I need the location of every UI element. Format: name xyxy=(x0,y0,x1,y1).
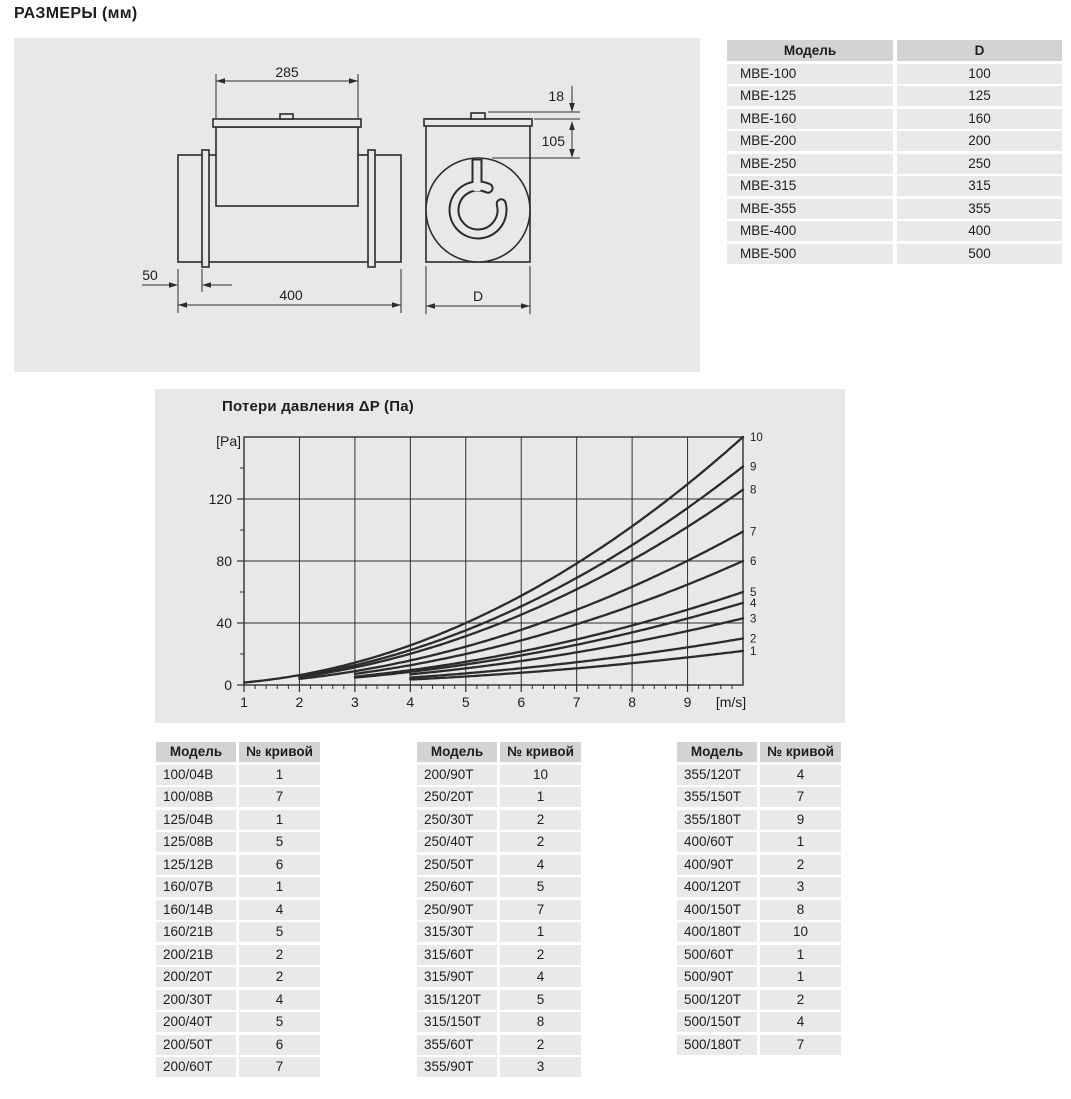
terminal-box xyxy=(216,127,358,206)
table-row xyxy=(417,922,581,942)
x-tick-label: 8 xyxy=(628,694,637,710)
column-header-curve-number: № кривой xyxy=(760,742,841,762)
model-cell: МВЕ-355 xyxy=(727,199,893,219)
value-cell: 1 xyxy=(760,832,841,852)
value-cell: 10 xyxy=(500,765,581,785)
table-row xyxy=(727,109,1062,129)
value-cell: 4 xyxy=(500,855,581,875)
table-row xyxy=(677,1035,841,1055)
table-body xyxy=(727,64,1062,264)
model-cell: 400/120Т xyxy=(677,877,757,897)
value-cell: 4 xyxy=(500,967,581,987)
table-row xyxy=(417,967,581,987)
model-cell: 400/180Т xyxy=(677,922,757,942)
x-tick-label: 5 xyxy=(461,694,470,710)
curve-label-9: 9 xyxy=(750,461,757,474)
table-row xyxy=(417,1012,581,1032)
value-cell: 2 xyxy=(760,855,841,875)
value-cell: 1 xyxy=(500,787,581,807)
column-header-model: Модель xyxy=(727,40,893,61)
value-cell: 5 xyxy=(500,877,581,897)
column-header-model: Модель xyxy=(677,742,757,762)
model-cell: 500/150Т xyxy=(677,1012,757,1032)
table-row xyxy=(727,199,1062,219)
model-cell: МВЕ-250 xyxy=(727,154,893,174)
model-cell: 250/90Т xyxy=(417,900,497,920)
table-row xyxy=(417,1035,581,1055)
value-cell: 2 xyxy=(239,945,320,965)
y-tick-label: 0 xyxy=(224,677,232,693)
table-row xyxy=(677,900,841,920)
value-cell: 2 xyxy=(239,967,320,987)
model-cell: 200/21В xyxy=(156,945,236,965)
model-cell: 315/90Т xyxy=(417,967,497,987)
curve-table-1 xyxy=(156,742,320,1080)
dim-18-lines xyxy=(488,86,580,119)
value-cell: 400 xyxy=(897,221,1062,241)
model-cell: 250/40Т xyxy=(417,832,497,852)
x-axis-unit-label: [m/s] xyxy=(715,694,747,710)
table-row xyxy=(677,810,841,830)
value-cell: 4 xyxy=(239,900,320,920)
model-cell: 125/04В xyxy=(156,810,236,830)
curve-label-7: 7 xyxy=(750,526,757,539)
table-row xyxy=(677,765,841,785)
table-row xyxy=(727,86,1062,106)
value-cell: 200 xyxy=(897,131,1062,151)
model-cell: 500/180Т xyxy=(677,1035,757,1055)
table-row xyxy=(156,810,320,830)
value-cell: 160 xyxy=(897,109,1062,129)
curve-label-8: 8 xyxy=(750,484,757,497)
table-row xyxy=(417,765,581,785)
table-row xyxy=(156,922,320,942)
model-cell: МВЕ-100 xyxy=(727,64,893,84)
value-cell: 5 xyxy=(500,990,581,1010)
model-cell: МВЕ-200 xyxy=(727,131,893,151)
model-cell: МВЕ-315 xyxy=(727,176,893,196)
value-cell: 125 xyxy=(897,86,1062,106)
model-cell: 355/60Т xyxy=(417,1035,497,1055)
lid-knob xyxy=(280,114,293,119)
table-row xyxy=(677,832,841,852)
model-cell: 200/50Т xyxy=(156,1035,236,1055)
table-row xyxy=(727,244,1062,264)
arrowhead xyxy=(569,103,575,112)
arrowhead xyxy=(392,302,401,308)
model-cell: 200/30Т xyxy=(156,990,236,1010)
table-row xyxy=(156,765,320,785)
x-tick-label: 6 xyxy=(517,694,526,710)
value-cell: 1 xyxy=(239,810,320,830)
chart-title: Потери давления ΔP (Па) xyxy=(222,398,414,415)
value-cell: 6 xyxy=(239,1035,320,1055)
table-row xyxy=(677,1012,841,1032)
value-cell: 1 xyxy=(239,877,320,897)
table-row xyxy=(156,1035,320,1055)
value-cell: 7 xyxy=(500,900,581,920)
table-body xyxy=(677,765,841,1055)
table-body xyxy=(156,765,320,1078)
model-cell: МВЕ-160 xyxy=(727,109,893,129)
curve-label-4: 4 xyxy=(750,597,757,610)
model-cell: МВЕ-400 xyxy=(727,221,893,241)
table-row xyxy=(677,877,841,897)
dim-285-lines xyxy=(216,74,358,118)
lid-end-view xyxy=(424,119,532,126)
dim-box-depth: 105 xyxy=(541,133,565,149)
technical-drawing xyxy=(14,38,700,372)
value-cell: 2 xyxy=(500,945,581,965)
table-row xyxy=(156,1012,320,1032)
table-header xyxy=(156,742,320,762)
model-cell: 200/20Т xyxy=(156,967,236,987)
y-tick-label: 40 xyxy=(216,615,232,631)
flange-left xyxy=(202,150,209,267)
table-row xyxy=(727,64,1062,84)
column-header-curve-number: № кривой xyxy=(500,742,581,762)
curve-label-1: 1 xyxy=(750,645,757,658)
value-cell: 8 xyxy=(760,900,841,920)
curve-label-10: 10 xyxy=(750,432,763,444)
value-cell: 5 xyxy=(239,1012,320,1032)
value-cell: 10 xyxy=(760,922,841,942)
table-header xyxy=(417,742,581,762)
value-cell: 7 xyxy=(239,787,320,807)
value-cell: 355 xyxy=(897,199,1062,219)
page-title: РАЗМЕРЫ (мм) xyxy=(14,5,138,22)
curve-label-2: 2 xyxy=(750,633,757,646)
value-cell: 4 xyxy=(760,765,841,785)
table-row xyxy=(677,922,841,942)
model-cell: 125/08В xyxy=(156,832,236,852)
dim-duct-diameter: D xyxy=(472,288,484,304)
model-cell: 160/21В xyxy=(156,922,236,942)
arrowhead xyxy=(169,282,178,288)
table-row xyxy=(156,1057,320,1077)
x-tick-label: 3 xyxy=(350,694,359,710)
model-cell: 200/60Т xyxy=(156,1057,236,1077)
table-row xyxy=(417,787,581,807)
model-cell: 160/07В xyxy=(156,877,236,897)
value-cell: 2 xyxy=(500,810,581,830)
table-row xyxy=(677,787,841,807)
model-cell: 400/150Т xyxy=(677,900,757,920)
dim-body-length: 400 xyxy=(279,287,303,303)
value-cell: 3 xyxy=(500,1057,581,1077)
column-header-model: Модель xyxy=(417,742,497,762)
model-cell: 250/50Т xyxy=(417,855,497,875)
table-row xyxy=(417,877,581,897)
value-cell: 7 xyxy=(239,1057,320,1077)
dim-box-width: 285 xyxy=(275,64,299,80)
arrowhead xyxy=(569,121,575,130)
table-row xyxy=(156,900,320,920)
dim-inlet-offset: 50 xyxy=(142,267,158,283)
arrowhead xyxy=(216,78,225,84)
value-cell: 1 xyxy=(760,945,841,965)
value-cell: 315 xyxy=(897,176,1062,196)
value-cell: 1 xyxy=(760,967,841,987)
model-cell: 250/20Т xyxy=(417,787,497,807)
model-cell: 500/60Т xyxy=(677,945,757,965)
table-row xyxy=(417,832,581,852)
model-cell: МВЕ-125 xyxy=(727,86,893,106)
x-tick-label: 1 xyxy=(240,694,248,710)
arrowhead xyxy=(349,78,358,84)
model-cell: 250/60Т xyxy=(417,877,497,897)
value-cell: 6 xyxy=(239,855,320,875)
table-row xyxy=(156,990,320,1010)
knob-end-view xyxy=(471,113,485,119)
model-cell: 250/30Т xyxy=(417,810,497,830)
table-row xyxy=(417,855,581,875)
table-row xyxy=(417,1057,581,1077)
curve-label-5: 5 xyxy=(750,587,757,599)
value-cell: 4 xyxy=(239,990,320,1010)
model-cell: 355/150Т xyxy=(677,787,757,807)
model-cell: 100/04В xyxy=(156,765,236,785)
model-cell: 500/120Т xyxy=(677,990,757,1010)
model-cell: МВЕ-500 xyxy=(727,244,893,264)
curve-label-6: 6 xyxy=(750,556,757,568)
model-cell: 160/14В xyxy=(156,900,236,920)
table-row xyxy=(156,832,320,852)
model-cell: 355/120Т xyxy=(677,765,757,785)
x-tick-label: 7 xyxy=(572,694,581,710)
value-cell: 9 xyxy=(760,810,841,830)
table-header xyxy=(727,40,1062,61)
arrowhead xyxy=(569,149,575,158)
table-row xyxy=(677,967,841,987)
value-cell: 2 xyxy=(500,1035,581,1055)
model-cell: 100/08В xyxy=(156,787,236,807)
dimension-drawing-panel xyxy=(14,38,700,372)
x-tick-label: 9 xyxy=(683,694,692,710)
value-cell: 2 xyxy=(760,990,841,1010)
table-row xyxy=(677,945,841,965)
model-cell: 315/150Т xyxy=(417,1012,497,1032)
table-row xyxy=(417,810,581,830)
value-cell: 1 xyxy=(500,922,581,942)
table-row xyxy=(677,855,841,875)
model-cell: 500/90Т xyxy=(677,967,757,987)
table-row xyxy=(156,787,320,807)
table-row xyxy=(156,855,320,875)
table-row xyxy=(417,900,581,920)
pressure-curve-10 xyxy=(244,437,743,683)
table-row xyxy=(417,990,581,1010)
model-cell: 315/30Т xyxy=(417,922,497,942)
table-row xyxy=(156,967,320,987)
arrowhead xyxy=(202,282,211,288)
table-row xyxy=(727,131,1062,151)
model-cell: 200/40Т xyxy=(156,1012,236,1032)
pressure-loss-chart-panel xyxy=(155,389,845,723)
flange-right xyxy=(368,150,375,267)
model-cell: 315/60Т xyxy=(417,945,497,965)
table-row xyxy=(417,945,581,965)
curve-table-3 xyxy=(677,742,841,1057)
table-body xyxy=(417,765,581,1078)
model-cell: 400/60Т xyxy=(677,832,757,852)
model-cell: 355/90Т xyxy=(417,1057,497,1077)
value-cell: 500 xyxy=(897,244,1062,264)
curve-label-3: 3 xyxy=(750,613,757,626)
table-row xyxy=(156,877,320,897)
table-header xyxy=(677,742,841,762)
model-diameter-table xyxy=(727,40,1062,266)
column-header-d: D xyxy=(897,40,1062,61)
model-cell: 400/90Т xyxy=(677,855,757,875)
table-row xyxy=(727,154,1062,174)
value-cell: 3 xyxy=(760,877,841,897)
y-axis-unit-label: [Pa] xyxy=(216,433,241,449)
value-cell: 2 xyxy=(500,832,581,852)
model-cell: 315/120Т xyxy=(417,990,497,1010)
x-tick-label: 4 xyxy=(406,694,415,710)
model-cell: 125/12В xyxy=(156,855,236,875)
arrowhead xyxy=(426,303,435,309)
table-row xyxy=(727,176,1062,196)
y-tick-label: 120 xyxy=(208,491,232,507)
value-cell: 1 xyxy=(239,765,320,785)
model-cell: 200/90Т xyxy=(417,765,497,785)
table-row xyxy=(727,221,1062,241)
value-cell: 7 xyxy=(760,787,841,807)
dim-lid-height: 18 xyxy=(548,88,564,104)
value-cell: 250 xyxy=(897,154,1062,174)
x-tick-label: 2 xyxy=(295,694,304,710)
arrowhead xyxy=(178,302,187,308)
value-cell: 7 xyxy=(760,1035,841,1055)
curve-table-2 xyxy=(417,742,581,1080)
value-cell: 8 xyxy=(500,1012,581,1032)
model-cell: 355/180Т xyxy=(677,810,757,830)
y-tick-label: 80 xyxy=(216,553,232,569)
value-cell: 5 xyxy=(239,832,320,852)
column-header-curve-number: № кривой xyxy=(239,742,320,762)
value-cell: 5 xyxy=(239,922,320,942)
arrowhead xyxy=(521,303,530,309)
pressure-loss-chart xyxy=(155,389,845,723)
table-row xyxy=(156,945,320,965)
value-cell: 4 xyxy=(760,1012,841,1032)
value-cell: 100 xyxy=(897,64,1062,84)
terminal-box-lid xyxy=(213,119,361,127)
column-header-model: Модель xyxy=(156,742,236,762)
table-row xyxy=(677,990,841,1010)
